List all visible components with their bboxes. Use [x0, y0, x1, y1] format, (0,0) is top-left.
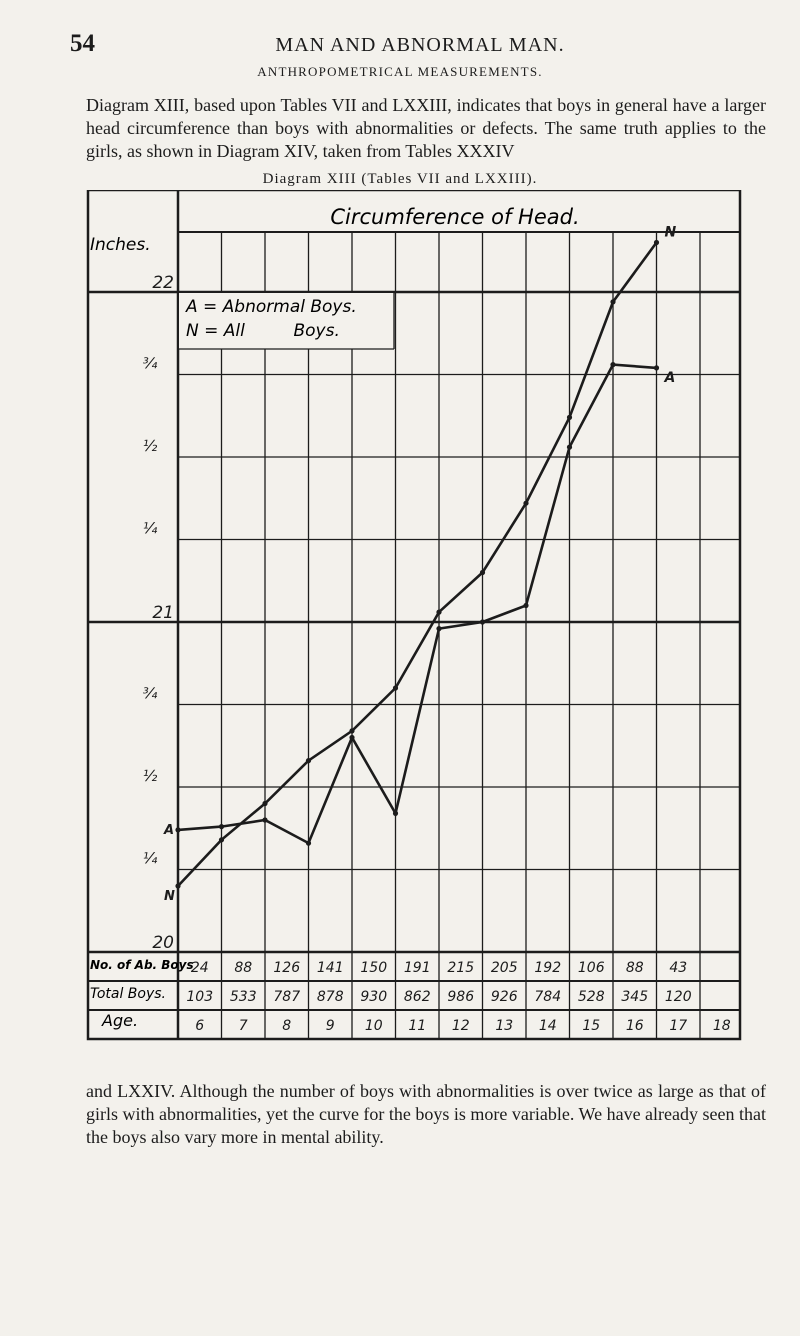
y-ticks — [143, 273, 174, 953]
series-point-n — [219, 837, 224, 842]
series-point-a — [654, 365, 659, 370]
age-cell: 16 — [625, 1018, 644, 1034]
section-heading: ANTHROPOMETRICAL MEASUREMENTS. — [257, 64, 543, 79]
series-point-a — [349, 735, 354, 740]
y-tick-label: ¼ — [142, 519, 158, 538]
inches-label: Inches. — [90, 235, 151, 255]
body-paragraph-top: Diagram XIII, based upon Tables VII and LXXIII, indicates that boys in general have a larger head circumference than boys with abnormalities or defects. The same truth applies to the girls, as shown in Diagram XIV, taken from Tables XXXIV — [86, 95, 766, 161]
series-point-n — [523, 501, 528, 506]
series-point-a — [610, 362, 615, 367]
age-cell: 17 — [669, 1018, 688, 1034]
age-cell: 13 — [495, 1018, 514, 1034]
series-point-n — [610, 299, 615, 304]
chart-title: Circumference of Head. — [330, 205, 580, 229]
age-cell: 9 — [325, 1018, 335, 1034]
age-cell: 14 — [538, 1018, 557, 1034]
y-tick-label: ½ — [142, 437, 158, 455]
total-boys-cell: 878 — [316, 989, 344, 1005]
total-boys-cell: 528 — [577, 989, 605, 1005]
series-point-a — [393, 811, 398, 816]
total-boys-cell: 930 — [360, 989, 388, 1005]
body-paragraph-bottom: and LXXIV. Although the number of boys with abnormalities is over twice as large as that of girls with abnormalities, yet the curve for the boys is more variable. We have already seen that the boys also vary more in mental ability. — [86, 1081, 766, 1147]
series-line-a — [178, 365, 657, 843]
age-cell: 7 — [238, 1018, 248, 1034]
ab-boys-cell: 215 — [447, 960, 475, 976]
series-start-tag-a: A — [164, 822, 175, 838]
ab-boys-cell: 43 — [669, 960, 688, 976]
ab-boys-cell: 205 — [490, 960, 518, 976]
series-point-n — [436, 610, 441, 615]
row-label-total-boys: Total Boys. — [90, 986, 166, 1002]
running-head — [70, 30, 770, 62]
head-circumference-chart — [0, 190, 800, 1070]
series-tag-n: N — [664, 224, 677, 241]
ab-boys-cell: 88 — [234, 960, 253, 976]
series-point-n — [480, 570, 485, 575]
ab-boys-cell: 88 — [625, 960, 644, 976]
series-point-a — [306, 841, 311, 846]
legend-abnormal: A = Abnormal Boys. — [186, 297, 357, 317]
age-cell: 18 — [712, 1018, 731, 1034]
series-point-n — [262, 801, 267, 806]
series-start-tag-n: N — [164, 889, 175, 904]
series-point-a — [480, 619, 485, 624]
y-tick-label: 21 — [152, 603, 174, 623]
age-cell: 6 — [195, 1018, 205, 1034]
total-boys-cell: 986 — [447, 989, 475, 1005]
y-tick-label: 20 — [152, 933, 174, 953]
data-table — [186, 960, 730, 1034]
series-point-n — [175, 883, 180, 888]
ab-boys-cell: 141 — [316, 960, 344, 976]
total-boys-cell: 862 — [403, 989, 431, 1005]
y-tick-label: 22 — [152, 273, 174, 293]
series-point-n — [567, 415, 572, 420]
series-point-n — [393, 685, 398, 690]
total-boys-cell: 103 — [186, 989, 214, 1005]
total-boys-cell: 120 — [664, 989, 692, 1005]
series-point-n — [349, 728, 354, 733]
running-title: MAN AND ABNORMAL MAN. — [275, 34, 565, 56]
ab-boys-cell: 126 — [273, 960, 301, 976]
age-cell: 15 — [582, 1018, 601, 1034]
total-boys-cell: 784 — [534, 989, 562, 1005]
series-point-a — [175, 827, 180, 832]
series-point-a — [436, 626, 441, 631]
age-cell: 11 — [408, 1018, 427, 1034]
chart-grid — [88, 190, 740, 1039]
page-number: 54 — [70, 30, 95, 57]
row-label-age: Age. — [102, 1011, 139, 1030]
y-tick-label: ¾ — [142, 684, 158, 703]
series-point-n — [654, 240, 659, 245]
series-point-a — [262, 817, 267, 822]
age-cell: 8 — [282, 1018, 292, 1034]
diagram-caption: Diagram XIII (Tables VII and LXXIII). — [262, 171, 538, 187]
series-point-a — [219, 824, 224, 829]
age-cell: 12 — [451, 1018, 470, 1034]
y-tick-label: ¼ — [142, 849, 158, 868]
ab-boys-cell: 24 — [190, 960, 209, 976]
row-label-ab-boys: No. of Ab. Boys — [90, 958, 194, 972]
ab-boys-cell: 106 — [577, 960, 605, 976]
series-point-a — [523, 603, 528, 608]
legend-all: N = All Boys. — [186, 321, 340, 341]
age-cell: 10 — [364, 1018, 383, 1034]
total-boys-cell: 533 — [229, 989, 257, 1005]
y-tick-label: ½ — [142, 767, 158, 785]
series-point-a — [567, 445, 572, 450]
series-point-n — [306, 758, 311, 763]
y-tick-label: ¾ — [142, 354, 158, 373]
ab-boys-cell: 150 — [360, 960, 388, 976]
total-boys-cell: 345 — [621, 989, 649, 1005]
total-boys-cell: 787 — [273, 989, 301, 1005]
ab-boys-cell: 191 — [403, 960, 431, 976]
series-tag-a: A — [664, 369, 676, 386]
total-boys-cell: 926 — [490, 989, 518, 1005]
ab-boys-cell: 192 — [534, 960, 562, 976]
